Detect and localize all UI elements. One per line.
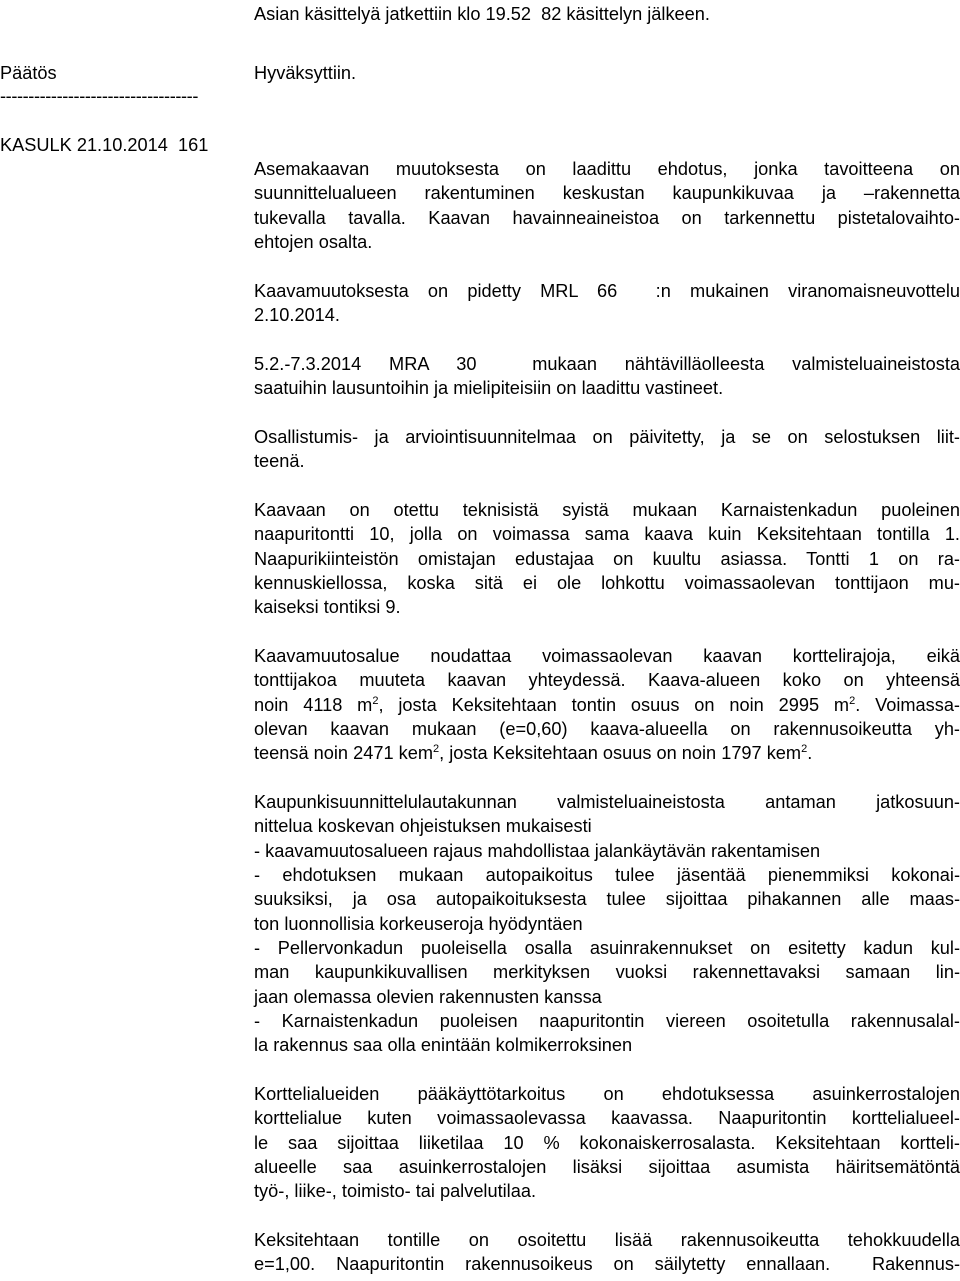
area-total-text: noin 4118 m: [254, 695, 373, 715]
p4-line: teenä.: [254, 451, 305, 471]
p6-floor-area-line: [254, 741, 812, 765]
superscript-2: 2: [372, 695, 379, 707]
p1-line: Asemakaavan muutoksesta on laadittu ehdotus, jonka tavoitteena on: [254, 159, 960, 179]
p6-line: Kaavamuutosalue noudattaa voimassaolevan kaavan korttelirajoja, eikä: [254, 646, 960, 666]
p8-line: korttelialue kuten voimassaolevassa kaavassa. Naapuritontin korttelialueel-: [254, 1108, 960, 1128]
p8-line: le saa sijoittaa liiketilaa 10 % kokonaiskerrosalasta. Keksitehtaan kortteli-: [254, 1133, 960, 1153]
p1-line: tukevalla tavalla. Kaavan havainneaineistoa on tarkennettu pistetalovaihto-: [254, 208, 960, 228]
separator-line: -----------------------------------: [0, 86, 198, 106]
p7-line: nittelua koskevan ohjeistuksen mukaisesti: [254, 816, 592, 836]
p8-line: työ-, liike-, toimisto- tai palvelutilaa.: [254, 1181, 537, 1201]
p9-line: Keksitehtaan tontille on osoitettu lisää rakennusoikeutta tehokkuudella: [254, 1230, 960, 1250]
p5-line: Naapurikiinteistön omistajan edustajaa on kuultu asiassa. Tontti 1 on ra-: [254, 549, 960, 569]
area-share-text: , josta Keksitehtaan tontin osuus on noin 2995 m: [378, 695, 850, 715]
area-tail-text: . Voimassa-: [855, 695, 960, 715]
p2-line: 2.10.2014.: [254, 305, 340, 325]
p9-line: e=1,00. Naapuritontin rakennusoikeus on säilytetty ennallaan. Rakennus-: [254, 1254, 960, 1274]
p8-line: alueelle saa asuinkerrostalojen lisäksi sijoittaa asumista häiritsemätöntä: [254, 1157, 960, 1177]
p7-bullet-line: jaan olemassa olevien rakennusten kanssa: [254, 987, 602, 1007]
p2-line: Kaavamuutoksesta on pidetty MRL 66 :n mukainen viranomaisneuvottelu: [254, 281, 960, 301]
p4-line: Osallistumis- ja arviointisuunnitelmaa on päivitetty, ja se on selostuksen liit-: [254, 427, 960, 447]
p1-line: ehtojen osalta.: [254, 232, 373, 252]
p7-bullet-line: man kaupunkikuvallisen merkityksen vuoksi rakennettavaksi samaan lin-: [254, 962, 960, 982]
p7-bullet-line: - Karnaistenkadun puoleisen naapuritontin viereen osoitetulla rakennusalal-: [254, 1011, 960, 1031]
decision-value: Hyväksyttiin.: [254, 63, 357, 83]
floor-total-text: teensä noin 2471 kem: [254, 743, 433, 763]
p6-area-line: [254, 693, 960, 717]
reference-label: KASULK 21.10.2014 161: [0, 135, 209, 155]
p7-bullet-line: - kaavamuutosalueen rajaus mahdollistaa jalankäytävän rakentamisen: [254, 841, 821, 861]
p7-bullet-line: la rakennus saa olla enintään kolmikerroksinen: [254, 1035, 633, 1055]
p5-line: kaiseksi tontiksi 9.: [254, 597, 401, 617]
p5-line: kennuskiellossa, koska sitä ei ole lohkottu voimassaolevan tonttijaon mu-: [254, 573, 960, 593]
p5-line: Kaavaan on otettu teknisistä syistä mukaan Karnaistenkadun puoleinen: [254, 500, 960, 520]
p1-line: suunnittelualueen rakentuminen keskustan kaupunkikuvaa ja –rakennetta: [254, 183, 960, 203]
floor-tail-text: .: [807, 743, 813, 763]
p7-bullet-line: - ehdotuksen mukaan autopaikoitus tulee jäsentää pienemmiksi kokonai-: [254, 865, 960, 885]
p5-line: naapuritontti 10, jolla on voimassa sama kaava kuin Keksitehtaan tontilla 1.: [254, 524, 960, 544]
p7-bullet-line: suuksiksi, ja osa autopaikoituksesta tulee sijoittaa pihakannen alle maas-: [254, 889, 960, 909]
floor-share-text: , josta Keksitehtaan osuus on noin 1797 kem: [439, 743, 802, 763]
superscript-2: 2: [801, 743, 808, 755]
superscript-2: 2: [432, 743, 440, 755]
p7-bullet-line: - Pellervonkadun puoleisella osalla asuinrakennukset on esitetty kadun kul-: [254, 938, 960, 958]
p6-line: olevan kaavan mukaan (e=0,60) kaava-alueella on rakennusoikeutta yh-: [254, 719, 960, 739]
p8-line: Korttelialueiden pääkäyttötarkoitus on ehdotuksessa asuinkerrostalojen: [254, 1084, 960, 1104]
continuation-note: Asian käsittelyä jatkettiin klo 19.52 82 käsittelyn jälkeen.: [254, 4, 710, 24]
decision-label: Päätös: [0, 63, 57, 83]
p7-bullet-line: ton luonnollisia korkeuseroja hyödyntäen: [254, 914, 583, 934]
superscript-2: 2: [849, 695, 856, 707]
p6-line: tonttijakoa muuteta kaavan yhteydessä. Kaava-alueen koko on yhteensä: [254, 670, 960, 690]
p7-line: Kaupunkisuunnittelulautakunnan valmisteluaineistosta antaman jatkosuun-: [254, 792, 960, 812]
p3-line: 5.2.-7.3.2014 MRA 30 mukaan nähtävilläolleesta valmisteluaineistosta: [254, 354, 960, 374]
p3-line: saatuihin lausuntoihin ja mielipiteisiin on laadittu vastineet.: [254, 378, 724, 398]
